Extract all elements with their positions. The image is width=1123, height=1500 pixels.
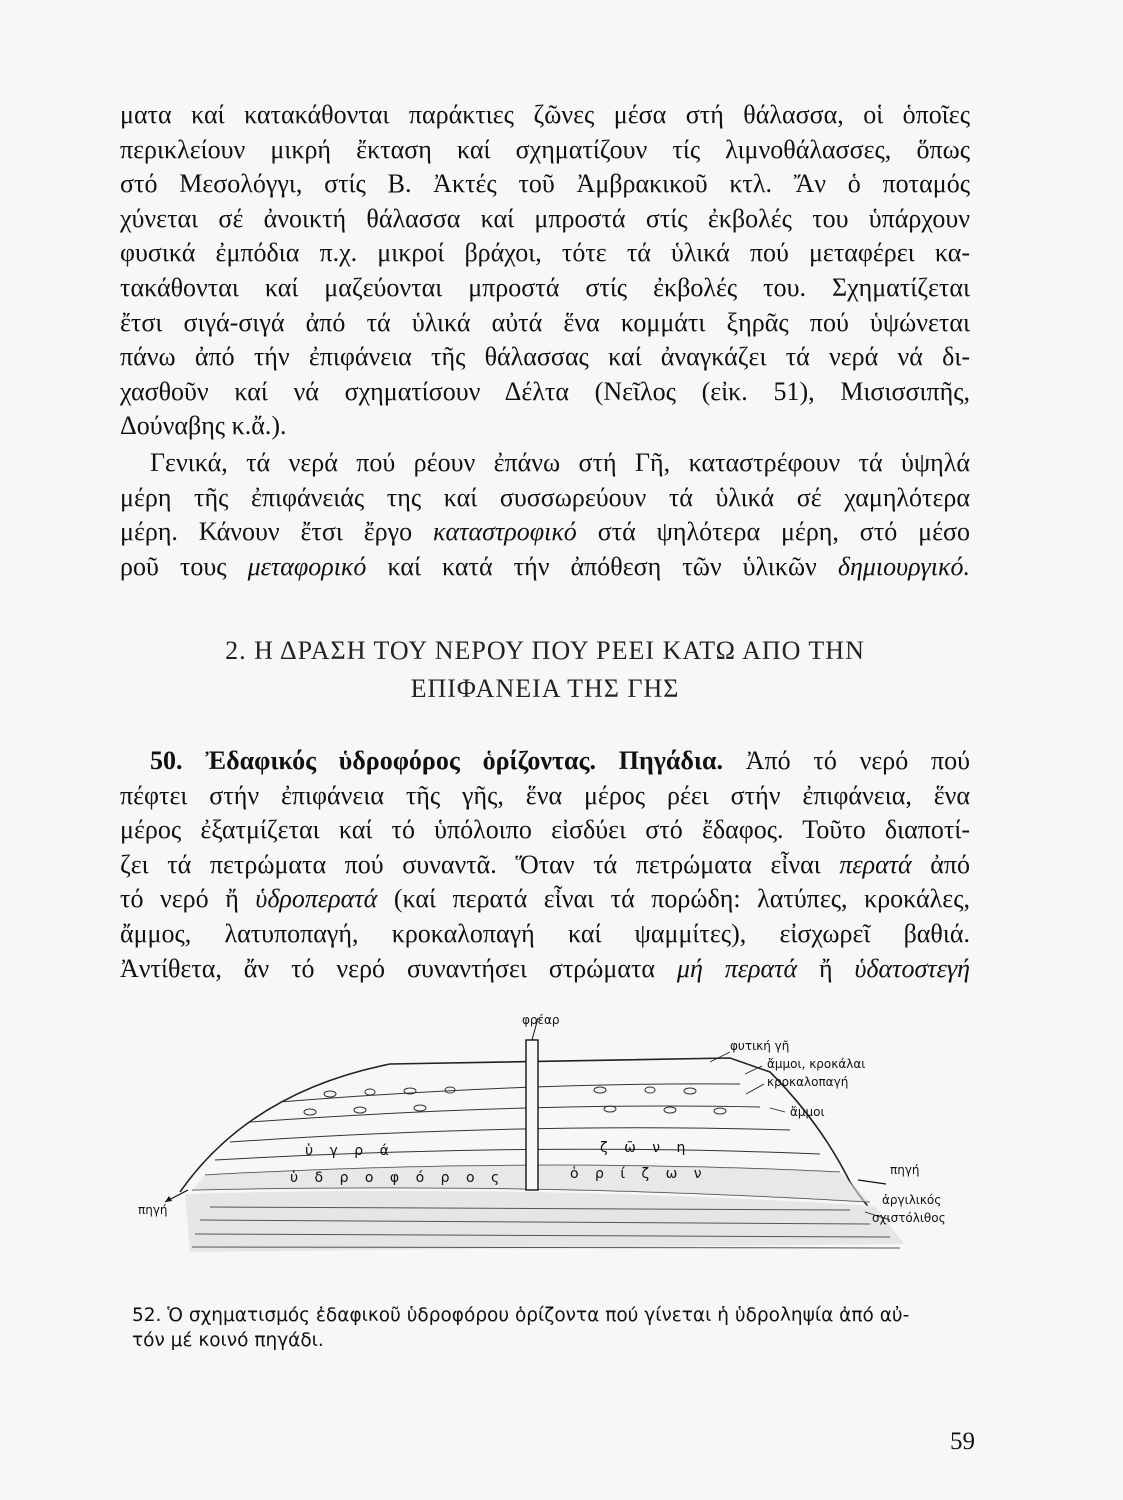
paragraph-summary [120,446,970,584]
figure-caption [132,1303,992,1353]
page-number: 59 [950,1428,975,1455]
text-run: στά ψηλότερα μέρη, στό μέσο [576,517,970,547]
text-line: τακάθονται καί μαζεύονται μπροστά στίς ἐκβολές του. Σχηματίζεται [120,272,970,302]
paragraph-aquifer [120,744,970,986]
text-line: ματα καί κατακάθονται παράκτιες ζῶνες μέσα στή θάλασσα, οἱ ὁποῖες [120,100,970,129]
label-wet-zone: ζ ῶ ν η [600,1140,692,1156]
emphasis: ὑδροπερατά [255,884,378,914]
text-line: Γενικά, τά νερά πού ρέουν ἐπάνω στή Γῆ, καταστρέφουν τά ὑψηλά [150,448,970,477]
label-spring-left: πηγή [138,1203,168,1217]
spring-right-arrow [858,1180,886,1184]
label-clay-schist: σχιστόλιθος [872,1211,946,1225]
text-run: ἀπό [911,849,971,879]
clay-schist-layer [185,1191,905,1252]
text-run: ζει τά πετρώματα πού συναντᾶ. Ὅταν τά πετρώματα εἶναι [120,849,840,879]
label-topsoil: φυτική γῆ [730,1039,790,1053]
text-line: πέφτει στήν ἐπιφάνεια τῆς γῆς, ἕνα μέρος ρέει στήν ἐπιφάνεια, ἕνα [120,780,970,810]
text-line: φυσικά ἐμπόδια π.χ. μικροί βράχοι, τότε τά ὑλικά πού μεταφέρει κα- [120,238,970,268]
subsection-heading: 50. Ἐδαφικός ὑδροφόρος ὁρίζοντας. Πηγάδια. [150,746,723,775]
paragraph-delta [120,98,970,444]
label-sands-gravels: ἄμμοι, κροκάλαι [767,1057,866,1071]
text-run: μέρη. Κάνουν ἔτσι ἔργο [120,517,434,547]
text-run: τό νερό ἤ [120,884,256,914]
text-line: ἔτσι σιγά-σιγά ἀπό τά ὑλικά αὐτά ἕνα κομμάτι ξηρᾶς πού ὑψώνεται [120,307,970,337]
label-aquifer: ὑ δ ρ ο φ ό ρ ο ς [290,1170,506,1186]
text-line: στό Μεσολόγγι, στίς Β. Ἀκτές τοῦ Ἀμβρακικοῦ κτλ. Ἄν ὁ ποταμός [120,169,970,199]
text-run: Ἀντίθετα, ἄν τό νερό συναντήσει στρώματα [120,953,677,983]
section-heading-line: 2. Η ΔΡΑΣΗ ΤΟΥ ΝΕΡΟΥ ΠΟΥ ΡΕΕΙ ΚΑΤΩ ΑΠΟ ΤΗΝ [225,636,865,665]
emphasis: μή περατά [676,953,798,983]
text-line: χασθοῦν καί νά σχηματίσουν Δέλτα (Νεῖλος (εἰκ. 51), Μισισσιπῆς, [120,376,970,406]
text-line [120,515,970,550]
gravel-pattern [304,1087,726,1115]
emphasis: καταστροφικό [433,517,577,547]
text-line [120,744,970,779]
caption-line: 52. Ὁ σχηματισμός ἐδαφικοῦ ὑδροφόρου ὁρίζοντα πού γίνεται ἡ ὑδροληψία ἀπό αὐ- [132,1305,910,1326]
text-run: καί κατά τήν ἀπόθεση τῶν ὑλικῶν [366,551,838,581]
emphasis: ὑδατοστεγή [854,953,970,983]
text-line: ἄμμος, λατυποπαγή, κροκαλοπαγή καί ψαμμίτες), εἰσχωρεῖ βαθιά. [120,918,970,948]
aquifer-cross-section-figure [130,1012,990,1272]
label-clay-schist: ἀργιλικός [882,1193,942,1207]
text-run: ἤ [797,953,855,983]
section-heading [120,632,970,708]
emphasis: μεταφορικό [247,551,367,581]
text-run: (καί περατά εἶναι τά πορώδη: λατύπες, κροκάλες, [377,884,970,914]
text-run: ροῦ τους [120,551,248,581]
label-aquifer: ὁ ρ ί ζ ω ν [570,1166,708,1182]
text-line: περικλείουν μικρή ἔκταση καί σχηματίζουν τίς λιμνοθάλασσες, ὅπως [120,134,970,164]
well-shaft [526,1040,538,1190]
label-conglomerate: κροκαλοπαγή [767,1075,849,1089]
text-line: μέρη τῆς ἐπιφάνειάς της καί συσσωρεύουν τά ὑλικά σέ χαμηλότερα [120,482,970,512]
text-line: πάνω ἀπό τήν ἐπιφάνεια τῆς θάλασσας καί ἀναγκάζει τά νερά νά δι- [120,342,970,372]
text-line [120,882,970,917]
text-run: Ἀπό τό νερό πού [722,746,970,775]
text-line [120,848,970,883]
caption-line: τόν μέ κοινό πηγάδι. [132,1330,324,1351]
section-heading-line: ΕΠΙΦΑΝΕΙΑ ΤΗΣ ΓΗΣ [410,674,680,703]
text-line [120,550,970,585]
label-spring-right: πηγή [890,1163,920,1177]
text-line: Δούναβης κ.ἄ.). [120,411,287,441]
label-sands: ἄμμοι [790,1105,825,1119]
label-well: φρέαρ [522,1013,560,1027]
emphasis: δημιουργικό. [837,551,970,581]
label-wet-zone: ὑ γ ρ ά [305,1143,395,1159]
text-line: χύνεται σέ ἀνοικτή θάλασσα καί μπροστά στίς ἐκβολές του ὑπάρχουν [120,203,970,233]
emphasis: περατά [839,849,912,879]
text-line: μέρος ἐξατμίζεται καί τό ὑπόλοιπο εἰσδύει στό ἔδαφος. Τοῦτο διαποτί- [120,815,970,845]
text-line [120,952,970,987]
